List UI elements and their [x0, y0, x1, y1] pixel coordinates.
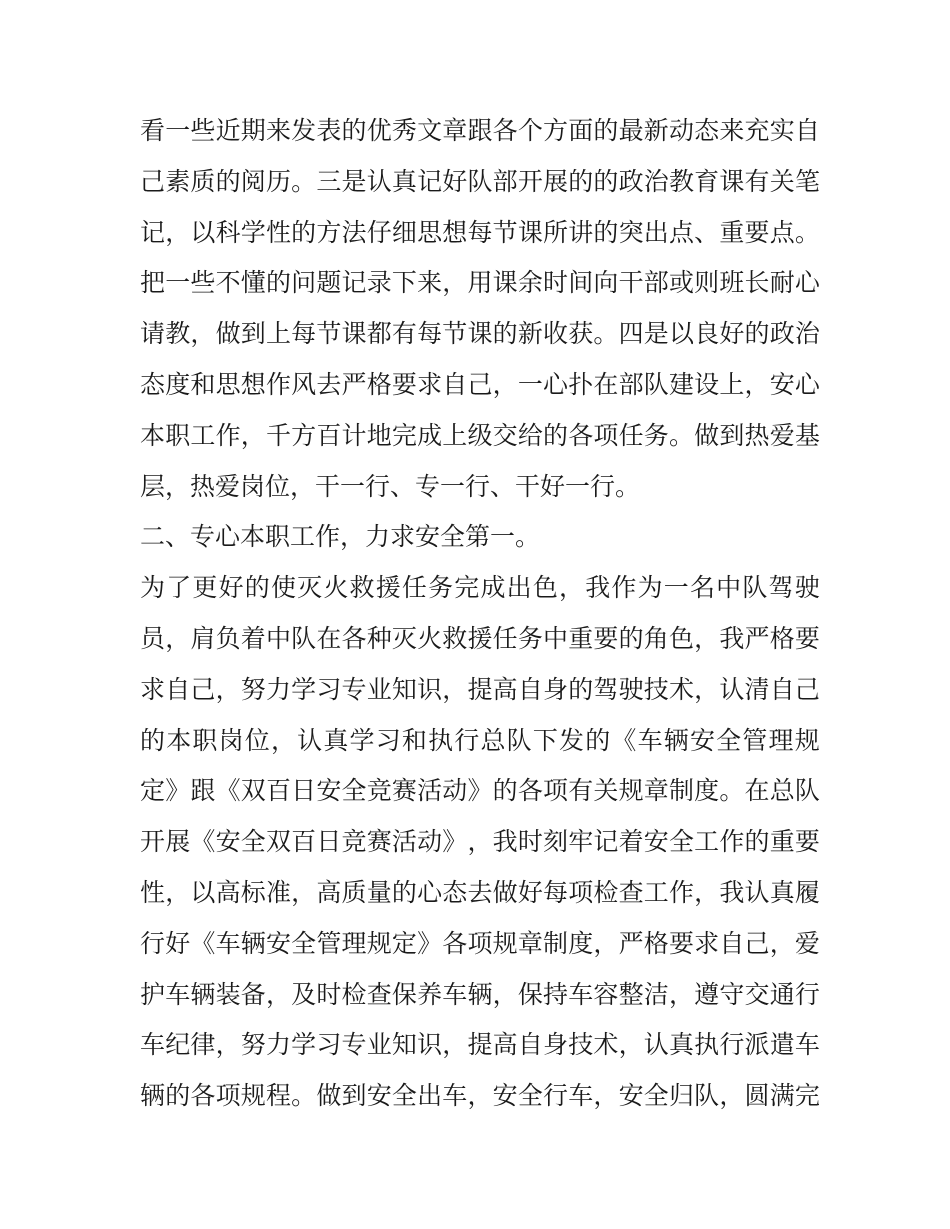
text-line: 定 》 跟 《 双 百 日 安 全 竞 赛 活 动 》 的 各 项 有 关 规 章 制 度 。 在 总 队	[140, 776, 820, 806]
text-line: 己 素 质 的 阅 历 。 三 是 认 真 记 好 队 部 开 展 的 的 政 治 教 育 课 有 关 笔	[140, 166, 820, 196]
text-line: 本 职 工 作 ， 千 方 百 计 地 完 成 上 级 交 给 的 各 项 任 务 。 做 到 热 爱 基	[140, 420, 820, 450]
text-line: 性 ， 以 高 标 准 ， 高 质 量 的 心 态 去 做 好 每 项 检 查 工 作 ， 我 认 真 履	[140, 877, 820, 907]
text-line: 行 好 《 车 辆 安 全 管 理 规 定 》 各 项 规 章 制 度 ， 严 格 要 求 自 己 ， 爱	[140, 928, 820, 958]
text-line: 记 ， 以 科 学 性 的 方 法 仔 细 思 想 每 节 课 所 讲 的 突 出 点 、 重 要 点 。	[140, 217, 820, 247]
document-body	[140, 106, 820, 1122]
text-line: 员 ， 肩 负 着 中 队 在 各 种 灭 火 救 援 任 务 中 重 要 的 角 色 ， 我 严 格 要	[140, 623, 820, 653]
text-line: 看 一 些 近 期 来 发 表 的 优 秀 文 章 跟 各 个 方 面 的 最 新 动 态 来 充 实 自	[140, 116, 820, 145]
text-line: 车 纪 律 ， 努 力 学 习 专 业 知 识 ， 提 高 自 身 技 术 ， 认 真 执 行 派 遣 车	[140, 1030, 820, 1060]
text-line: 的 本 职 岗 位 ， 认 真 学 习 和 执 行 总 队 下 发 的 《 车 辆 安 全 管 理 规	[140, 725, 820, 755]
text-line: 把 一 些 不 懂 的 问 题 记 录 下 来 ， 用 课 余 时 间 向 干 部 或 则 班 长 耐 心	[140, 268, 820, 298]
text-line: 层，热爱岗位，干一行、专一行、干好一行。	[140, 471, 641, 501]
section-heading: 二、专心本职工作，力求安全第一。	[140, 522, 541, 552]
text-line: 辆 的 各 项 规 程 。 做 到 安 全 出 车 ， 安 全 行 车 ， 安 全 归 队 ， 圆 满 完	[140, 1081, 820, 1111]
text-line: 态 度 和 思 想 作 风 去 严 格 要 求 自 己 ， 一 心 扑 在 部 队 建 设 上 ， 安 心	[140, 369, 820, 399]
text-line: 请 教 ， 做 到 上 每 节 课 都 有 每 节 课 的 新 收 获 。 四 是 以 良 好 的 政 治	[140, 319, 820, 349]
text-line: 为 了 更 好 的 使 灭 火 救 援 任 务 完 成 出 色 ， 我 作 为 一 名 中 队 驾 驶	[140, 573, 820, 603]
text-line: 求 自 己 ， 努 力 学 习 专 业 知 识 ， 提 高 自 身 的 驾 驶 技 术 ， 认 清 自 己	[140, 674, 820, 704]
text-line: 开 展 《 安 全 双 百 日 竞 赛 活 动 》 ， 我 时 刻 牢 记 着 安 全 工 作 的 重 要	[140, 827, 820, 857]
text-line: 护 车 辆 装 备 ， 及 时 检 查 保 养 车 辆 ， 保 持 车 容 整 洁 ， 遵 守 交 通 行	[140, 979, 820, 1009]
